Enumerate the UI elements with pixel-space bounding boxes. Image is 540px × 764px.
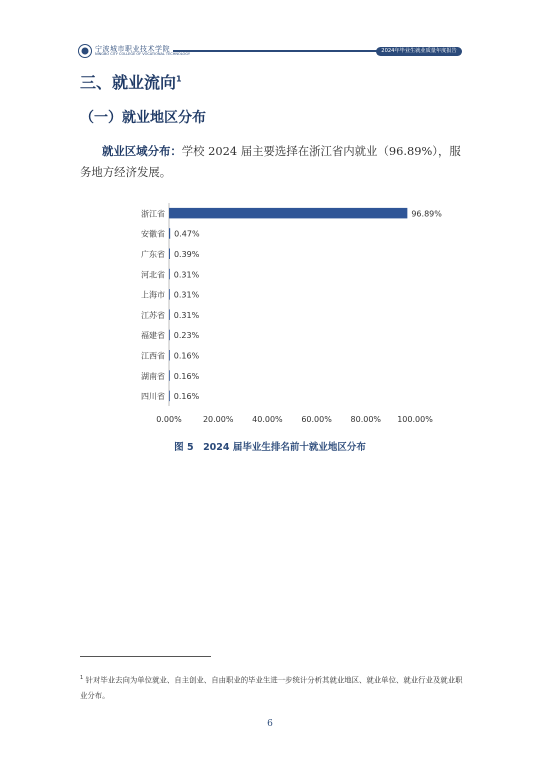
footnote-ref: 1 — [176, 74, 182, 84]
bar — [169, 350, 170, 361]
category-label: 广东省 — [141, 249, 165, 259]
paragraph-body: 学校 2024 届主要选择在浙江省内就业（96.89%），服务地方经济发展。 — [80, 144, 461, 179]
footnote-text: 针对毕业去向为单位就业、自主创业、自由职业的毕业生进一步统计分析其就业地区、就业单位、就业行业及就业职业分布。 — [80, 675, 463, 701]
paragraph-lead: 就业区域分布： — [102, 144, 182, 158]
data-label: 0.23% — [173, 331, 200, 341]
data-label: 0.31% — [173, 270, 200, 280]
x-tick-label: 80.00% — [350, 415, 382, 424]
subsection-title: （一）就业地区分布 — [80, 110, 206, 126]
category-label: 安徽省 — [141, 229, 165, 239]
bar — [169, 228, 170, 239]
bar — [169, 309, 170, 320]
category-label: 上海市 — [141, 290, 165, 300]
x-tick-label: 100.00% — [397, 415, 433, 424]
bar — [169, 269, 170, 280]
bar — [169, 208, 407, 219]
report-title-badge: 2024年毕业生就业质量年度报告 — [376, 47, 462, 56]
data-label: 0.16% — [173, 351, 200, 361]
figure-caption: 图 5 2024 届毕业生排名前十就业地区分布 — [174, 442, 366, 453]
bar — [169, 330, 170, 341]
footnote-mark: 1 — [80, 675, 84, 681]
category-label: 江苏省 — [141, 310, 165, 320]
bar — [169, 289, 170, 300]
footnote — [80, 670, 464, 704]
data-label: 0.16% — [173, 371, 200, 381]
school-name-en: NINGBO CITY COLLEGE OF VOCATIONAL TECHNOLOGY — [95, 52, 190, 56]
x-tick-label: 20.00% — [202, 415, 234, 424]
category-label: 湖南省 — [141, 371, 165, 381]
data-label: 0.16% — [173, 392, 200, 402]
bar — [169, 370, 170, 381]
x-tick-label: 40.00% — [252, 415, 283, 424]
data-label: 0.31% — [173, 310, 200, 320]
section-title: 三、就业流向$^1$ — [80, 73, 182, 92]
category-label: 四川省 — [141, 392, 165, 402]
data-label: 0.47% — [174, 229, 200, 239]
x-tick-label: 60.00% — [301, 415, 332, 424]
bar — [169, 249, 170, 260]
data-label: 96.89% — [411, 209, 442, 219]
bar — [169, 391, 170, 402]
school-name: 宁波城市职业技术学院 — [95, 45, 170, 53]
data-label: 0.31% — [173, 290, 200, 300]
category-label: 浙江省 — [141, 209, 165, 219]
page-number: 6 — [267, 719, 273, 729]
category-label: 河北省 — [141, 270, 165, 280]
category-label: 福建省 — [141, 331, 165, 341]
data-label: 0.39% — [173, 249, 200, 259]
x-tick-label: 0.00% — [156, 415, 182, 424]
category-label: 江西省 — [141, 351, 165, 361]
footnote-rule — [80, 656, 211, 657]
